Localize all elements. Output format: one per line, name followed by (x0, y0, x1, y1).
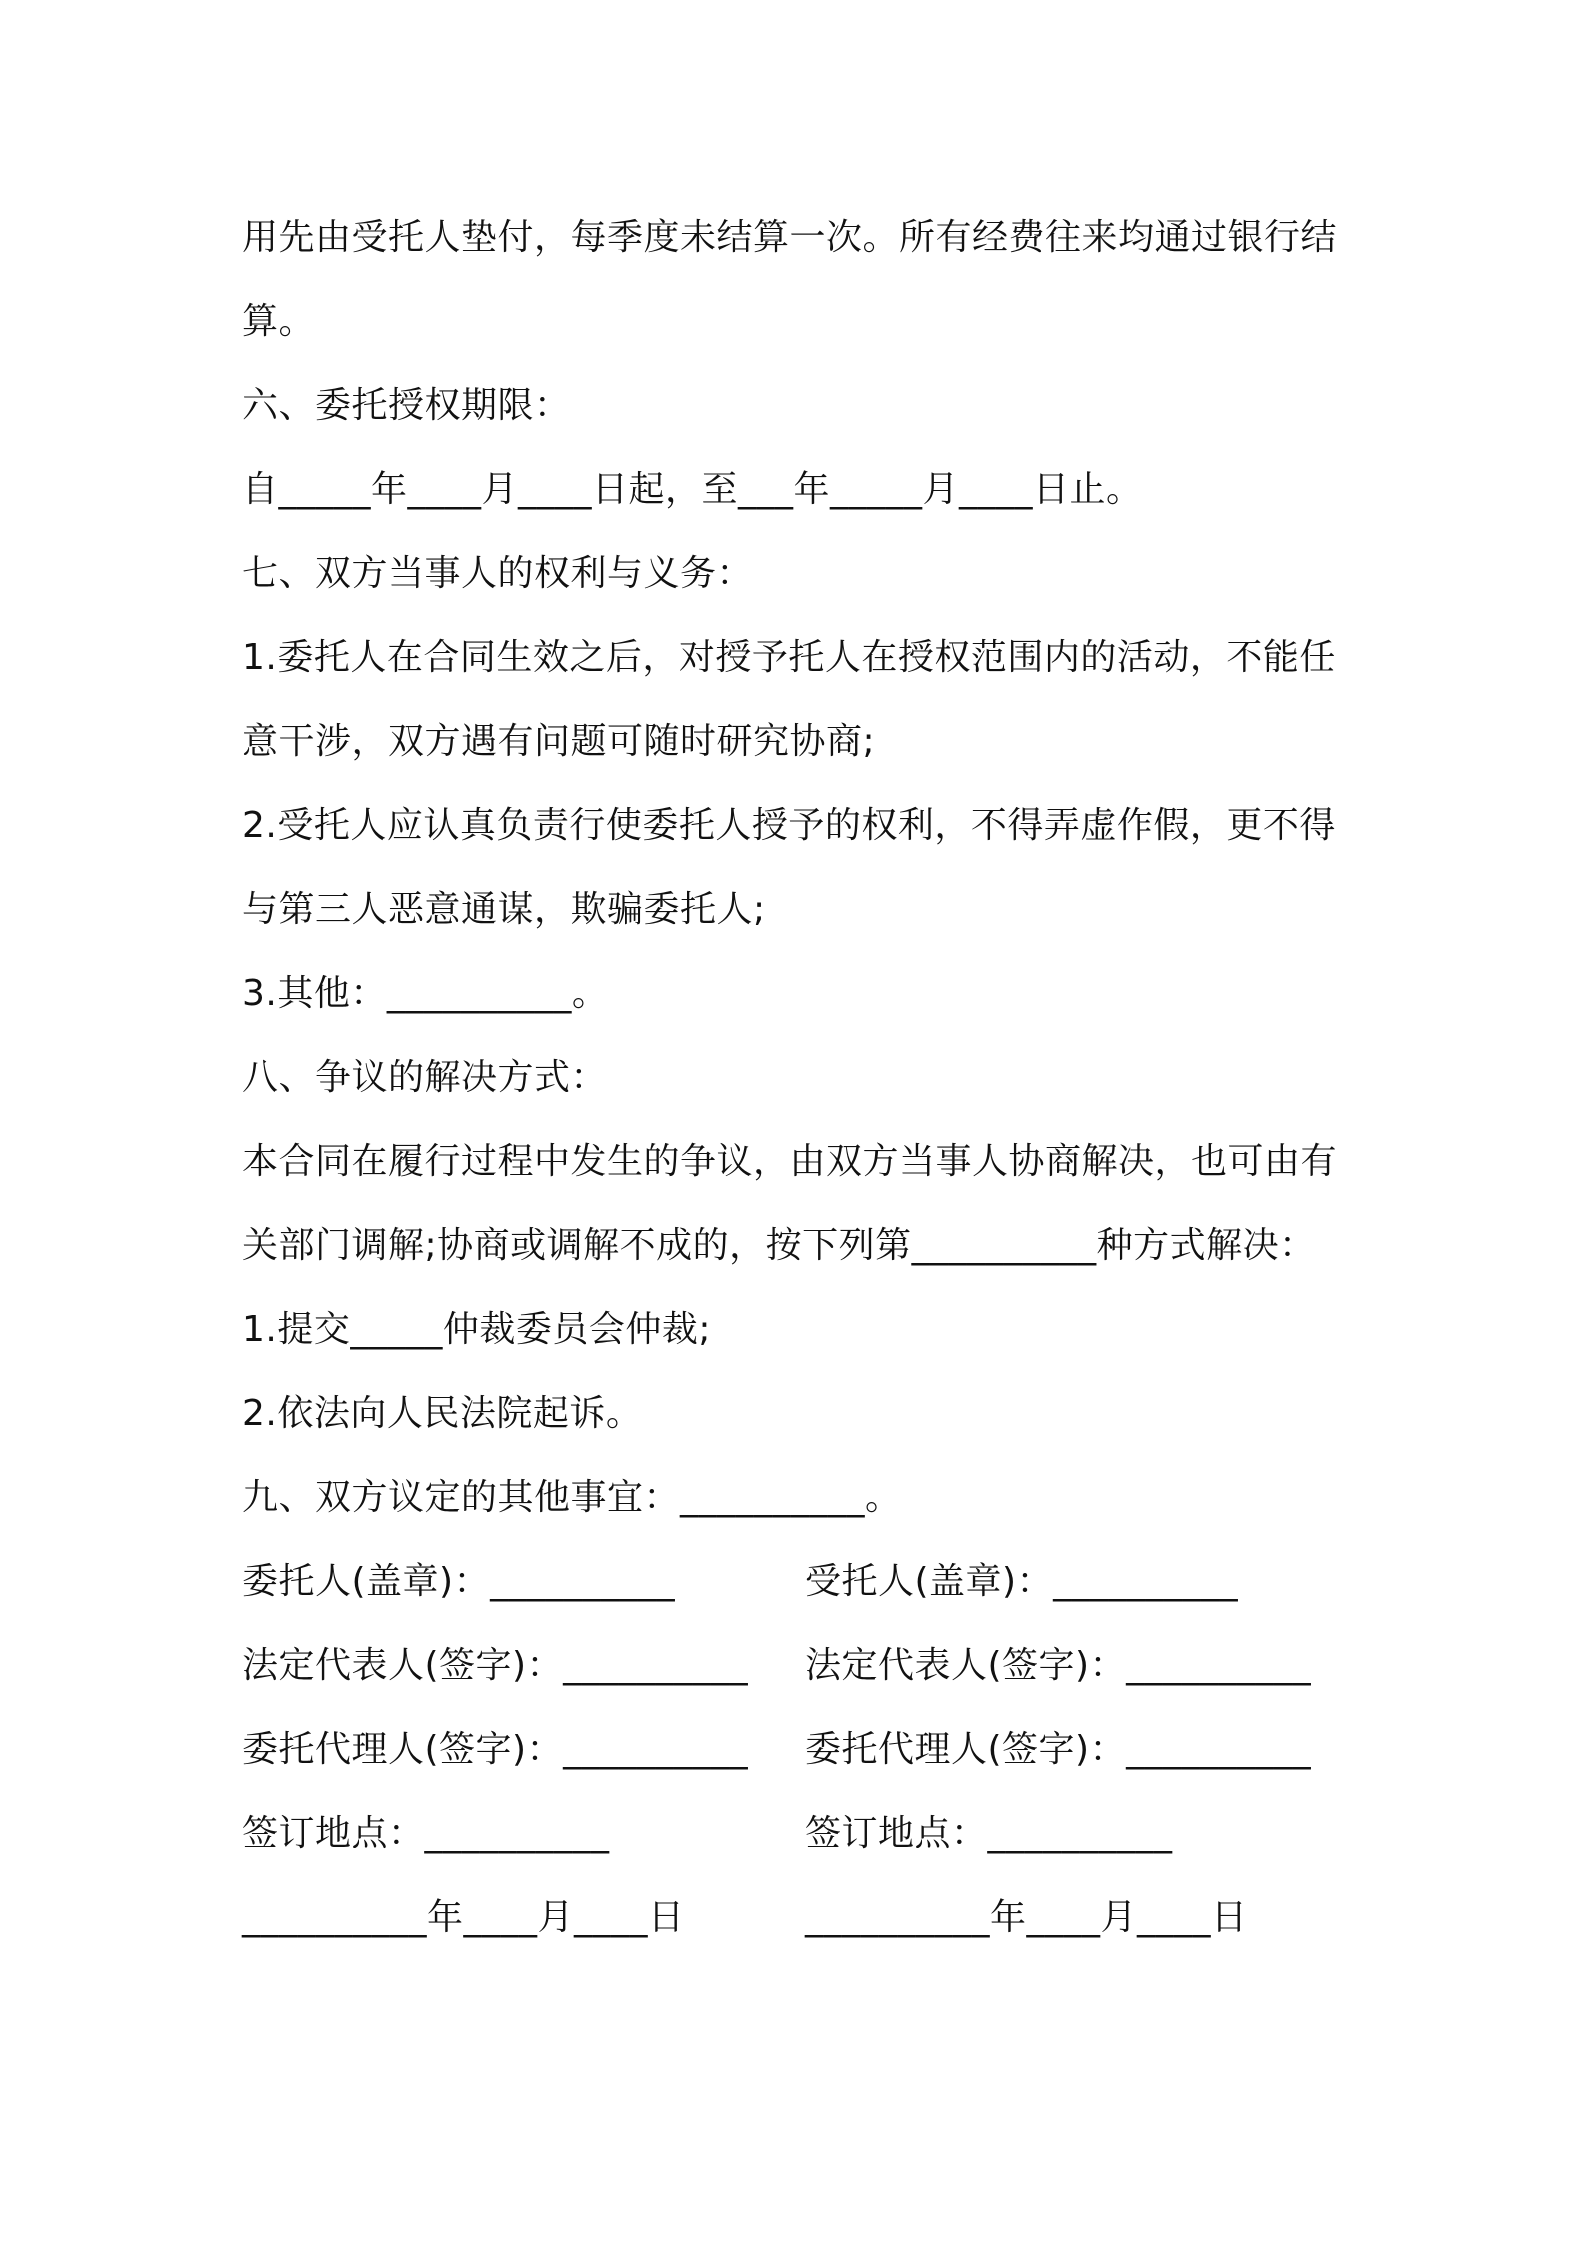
text-line: 算。 (242, 301, 316, 342)
text-line: 意干涉，双方遇有问题可随时研究协商; (242, 721, 876, 762)
signature-right: 法定代表人(签字)：__________ (805, 1645, 1312, 1686)
text-line: 3.其他：__________。 (242, 973, 609, 1014)
text-line: 1.委托人在合同生效之后，对授予托人在授权范围内的活动，不能任 (242, 637, 1336, 678)
signature-row-location (242, 1792, 1362, 1876)
signature-left: 委托代理人(签字)：__________ (242, 1729, 749, 1770)
section-heading-9: 九、双方议定的其他事宜：__________。 (242, 1477, 902, 1518)
signature-left: __________年____月____日 (242, 1897, 685, 1938)
signature-row-agent (242, 1708, 1362, 1792)
signature-right: 受托人(盖章)：__________ (805, 1561, 1239, 1602)
text-line: 关部门调解;协商或调解不成的，按下列第__________种方式解决： (242, 1225, 1316, 1266)
text-line: 2.依法向人民法院起诉。 (242, 1393, 643, 1434)
section-heading-7: 七、双方当事人的权利与义务： (242, 553, 754, 594)
signature-row-date (242, 1876, 1362, 1960)
signature-left: 法定代表人(签字)：__________ (242, 1645, 749, 1686)
text-line: 2.受托人应认真负责行使委托人授予的权利，不得弄虚作假，更不得 (242, 805, 1336, 846)
signature-row-legal-rep (242, 1624, 1362, 1708)
signature-left: 委托人(盖章)：__________ (242, 1561, 676, 1602)
signature-right: 委托代理人(签字)：__________ (805, 1729, 1312, 1770)
signature-row-seal (242, 1540, 1362, 1624)
signature-right: 签订地点：__________ (805, 1813, 1173, 1854)
section-heading-6: 六、委托授权期限： (242, 385, 571, 426)
text-line: 1.提交_____仲裁委员会仲裁; (242, 1309, 711, 1350)
text-line: 用先由受托人垫付，每季度未结算一次。所有经费往来均通过银行结 (242, 217, 1338, 258)
signature-right: __________年____月____日 (805, 1897, 1248, 1938)
text-line: 与第三人恶意通谋，欺骗委托人; (242, 889, 766, 930)
document-body (242, 196, 1362, 1960)
text-line: 本合同在履行过程中发生的争议，由双方当事人协商解决，也可由有 (242, 1141, 1338, 1182)
signature-left: 签订地点：__________ (242, 1813, 610, 1854)
authorization-period-line: 自_____年____月____日起，至___年_____月____日止。 (242, 469, 1143, 510)
section-heading-8: 八、争议的解决方式： (242, 1057, 608, 1098)
